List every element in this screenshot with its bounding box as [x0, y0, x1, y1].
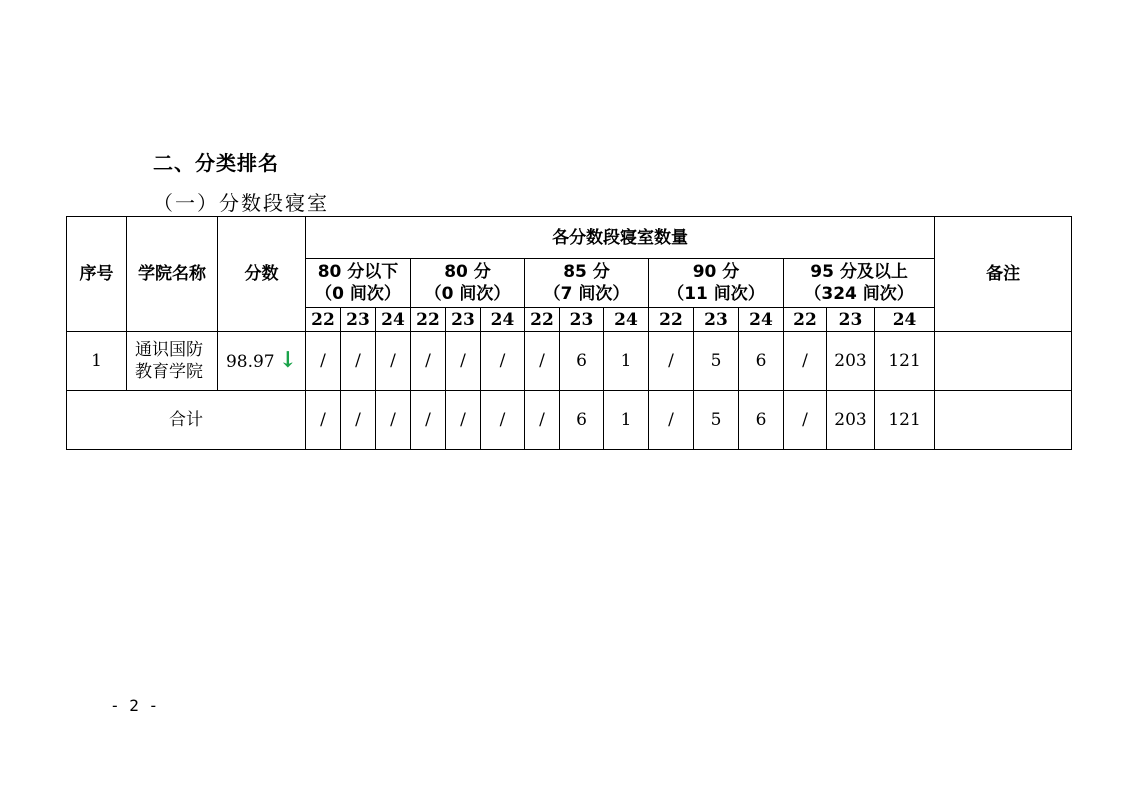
row-score	[218, 332, 306, 391]
cell-value: /	[525, 332, 560, 391]
year-header: 24	[481, 308, 525, 332]
band-count: （0 间次）	[315, 284, 401, 304]
year-header: 24	[376, 308, 411, 332]
cell-value: /	[376, 332, 411, 391]
total-label: 合计	[67, 391, 306, 450]
cell-value: /	[411, 391, 446, 450]
row-remark	[935, 332, 1072, 391]
cell-value: 5	[694, 391, 739, 450]
cell-value: /	[306, 332, 341, 391]
year-header: 23	[827, 308, 875, 332]
header-band-1	[306, 259, 411, 308]
year-header: 22	[649, 308, 694, 332]
total-remark	[935, 391, 1072, 450]
header-index: 序号	[67, 217, 127, 332]
cell-value: 6	[739, 332, 784, 391]
section-title: 二、分类排名	[153, 151, 279, 175]
cell-value: /	[376, 391, 411, 450]
year-header: 23	[560, 308, 604, 332]
year-header: 23	[446, 308, 481, 332]
cell-value: /	[446, 391, 481, 450]
year-header: 24	[604, 308, 649, 332]
cell-value: 1	[604, 391, 649, 450]
band-count: （7 间次）	[543, 284, 630, 304]
year-header: 24	[739, 308, 784, 332]
cell-value: 203	[827, 332, 875, 391]
band-count: （11 间次）	[667, 284, 765, 304]
ranking-table	[66, 216, 1072, 450]
cell-value: /	[481, 332, 525, 391]
cell-value: /	[446, 332, 481, 391]
band-label: 80 分	[444, 262, 491, 282]
cell-value: /	[784, 332, 827, 391]
year-header: 22	[784, 308, 827, 332]
college-name-line: 教育学院	[135, 362, 203, 382]
band-label: 95 分及以上	[810, 262, 908, 282]
page-number: - 2 -	[110, 696, 159, 715]
header-band-4	[649, 259, 784, 308]
year-header: 24	[875, 308, 935, 332]
header-band-3	[525, 259, 649, 308]
cell-value: 5	[694, 332, 739, 391]
sub-title: （一）分数段寝室	[153, 191, 329, 215]
cell-value: 121	[875, 332, 935, 391]
header-band-5	[784, 259, 935, 308]
cell-value: /	[411, 332, 446, 391]
cell-value: /	[525, 391, 560, 450]
cell-value: 6	[739, 391, 784, 450]
year-header: 23	[694, 308, 739, 332]
band-label: 90 分	[692, 262, 740, 282]
row-college	[127, 332, 218, 391]
band-count: （324 间次）	[804, 284, 914, 304]
year-header: 22	[525, 308, 560, 332]
table-row	[67, 332, 1072, 391]
cell-value: 203	[827, 391, 875, 450]
cell-value: /	[481, 391, 525, 450]
total-row	[67, 391, 1072, 450]
cell-value: 121	[875, 391, 935, 450]
header-college: 学院名称	[127, 217, 218, 332]
year-header: 23	[341, 308, 376, 332]
score-value: 98.97	[225, 352, 275, 372]
cell-value: /	[306, 391, 341, 450]
year-header: 22	[411, 308, 446, 332]
header-score: 分数	[218, 217, 306, 332]
cell-value: /	[784, 391, 827, 450]
band-count: （0 间次）	[424, 284, 511, 304]
year-header: 22	[306, 308, 341, 332]
college-name-line: 通识国防	[135, 340, 203, 360]
cell-value: 6	[560, 332, 604, 391]
cell-value: /	[341, 332, 376, 391]
cell-value: 1	[604, 332, 649, 391]
cell-value: /	[341, 391, 376, 450]
header-band-group: 各分数段寝室数量	[306, 217, 935, 259]
down-arrow-icon: ↓	[278, 347, 298, 373]
band-label: 80 分以下	[317, 262, 399, 282]
cell-value: 6	[560, 391, 604, 450]
header-band-2	[411, 259, 525, 308]
header-remark: 备注	[935, 217, 1072, 332]
cell-value: /	[649, 332, 694, 391]
band-label: 85 分	[563, 262, 610, 282]
cell-value: /	[649, 391, 694, 450]
row-index: 1	[67, 332, 127, 391]
